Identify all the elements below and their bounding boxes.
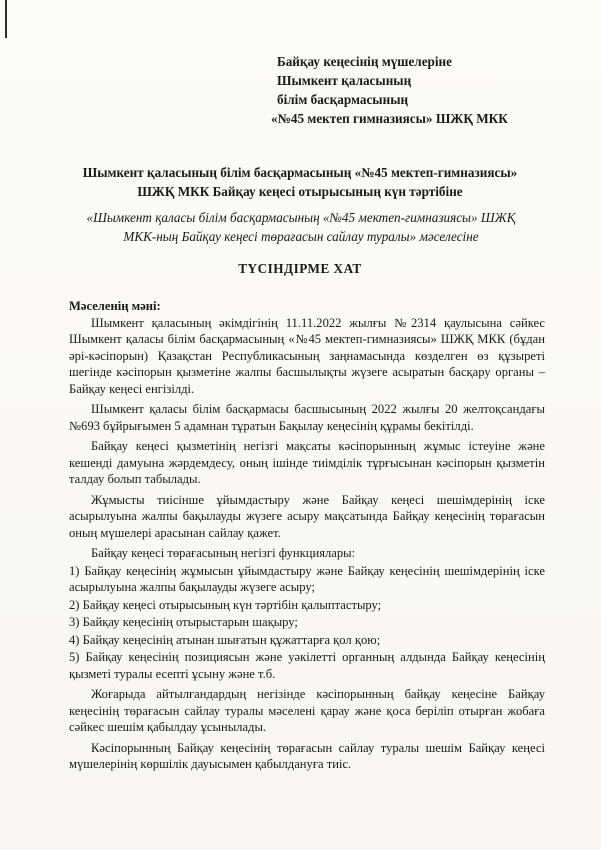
addressee-line: «№45 мектеп гимназиясы» ШЖҚ МКК <box>271 111 508 126</box>
subtitle-line: МКК-ның Байқау кеңесі төрағасын сайлау туралы» мәселесіне <box>123 229 479 244</box>
body-paragraph: Байқау кеңесі қызметінің негізгі мақсаты кәсіпорынның жұмыс істеуіне және кешенді дамуына жәрдемдесу, оның ішінде тиімділік тұрғысынан кәсіпорын қызметін талдау болып табылады. <box>69 439 545 486</box>
function-item: 4) Байқау кеңесінің атынан шығатын құжаттарға қол қою; <box>69 632 381 647</box>
body-paragraph: Шымкент қаласы білім басқармасы басшысының 2022 жылғы 20 желтоқсандағы №693 бұйрығымен 5 адамнан тұратын Бақылау кеңесінің құрамы бекітілді. <box>69 402 545 433</box>
body-paragraph: Жұмысты тиісінше ұйымдастыру және Байқау кеңесі шешімдерінің іске асырылуына жалпы бақылауды жүзеге асыру мақсатында Байқау кеңесінің төрағасын оның мүшелері арасынан сайлау қажет. <box>69 492 545 540</box>
closing-paragraph: Кәсіпорынның Байқау кеңесінің төрағасын сайлау туралы шешім Байқау кеңесі мүшелерінің көршілік дауысымен қабылдануға тиіс. <box>69 740 545 771</box>
section-label: Мәселенің мәні: <box>69 299 161 313</box>
scan-edge-mark <box>5 0 7 38</box>
document-subtitle <box>62 208 540 246</box>
addressee-line: Шымкент қаласының <box>277 73 412 88</box>
document-title <box>40 163 560 201</box>
subtitle-line: «Шымкент қаласы білім басқармасының «№45 мектеп-гимназиясы» ШЖҚ <box>86 210 516 225</box>
body-paragraph: Шымкент қаласының әкімдігінің 11.11.2022 жылғы №2314 қаулысына сәйкес Шымкент қаласы білім басқармасының «№45 мектеп-гимназиясы» ШЖҚ МКК (бұдан әрі-кәсіпорын) Қазақстан Республикасының заңнамасында көзделген өз құзыреті шегінде кәсіпорын қызметіне жалпы басшылықты жүзеге асыратын басқару органы – Байқау кеңесі енгізілді. <box>69 315 545 396</box>
addressee-block <box>271 52 508 128</box>
closing-paragraph: Жоғарыда айтылғандардың негізінде кәсіпорынның байқау кеңесіне Байқау кеңесінің төрағасын сайлау туралы мәселені қарау және қоса беріліп отырған жобаға сәйкес шешім қабылдау ұсынылады. <box>69 687 545 734</box>
title-line: ШЖҚ МКК Байқау кеңесі отырысының күн тәртібіне <box>137 184 463 199</box>
document-heading: ТҮСІНДІРМЕ ХАТ <box>238 261 362 276</box>
body-paragraph: Байқау кеңесі төрағасының негізгі функциялары: <box>91 546 356 560</box>
function-item: 3) Байқау кеңесінің отырыстарын шақыру; <box>69 615 298 629</box>
addressee-line: білім басқармасының <box>277 92 409 107</box>
document-body <box>69 298 545 777</box>
function-item: 1) Байқау кеңесінің жұмысын ұйымдастыру және Байқау кеңесінің шешімдерінің іске асырылуына жалпы бақылауды жүзеге асыру; <box>69 563 545 594</box>
title-line: Шымкент қаласының білім басқармасының «№45 мектеп-гимназиясы» <box>82 165 518 180</box>
addressee-line: Байқау кеңесінің мүшелеріне <box>277 54 452 69</box>
function-item: 5) Байқау кеңесінің позициясын және уәкілетті органның алдында Байқау кеңесінің қызметі туралы есепті ұсыну және т.б. <box>69 650 545 681</box>
function-item: 2) Байқау кеңесі отырысының күн тәртібін қалыптастыру; <box>69 597 382 612</box>
